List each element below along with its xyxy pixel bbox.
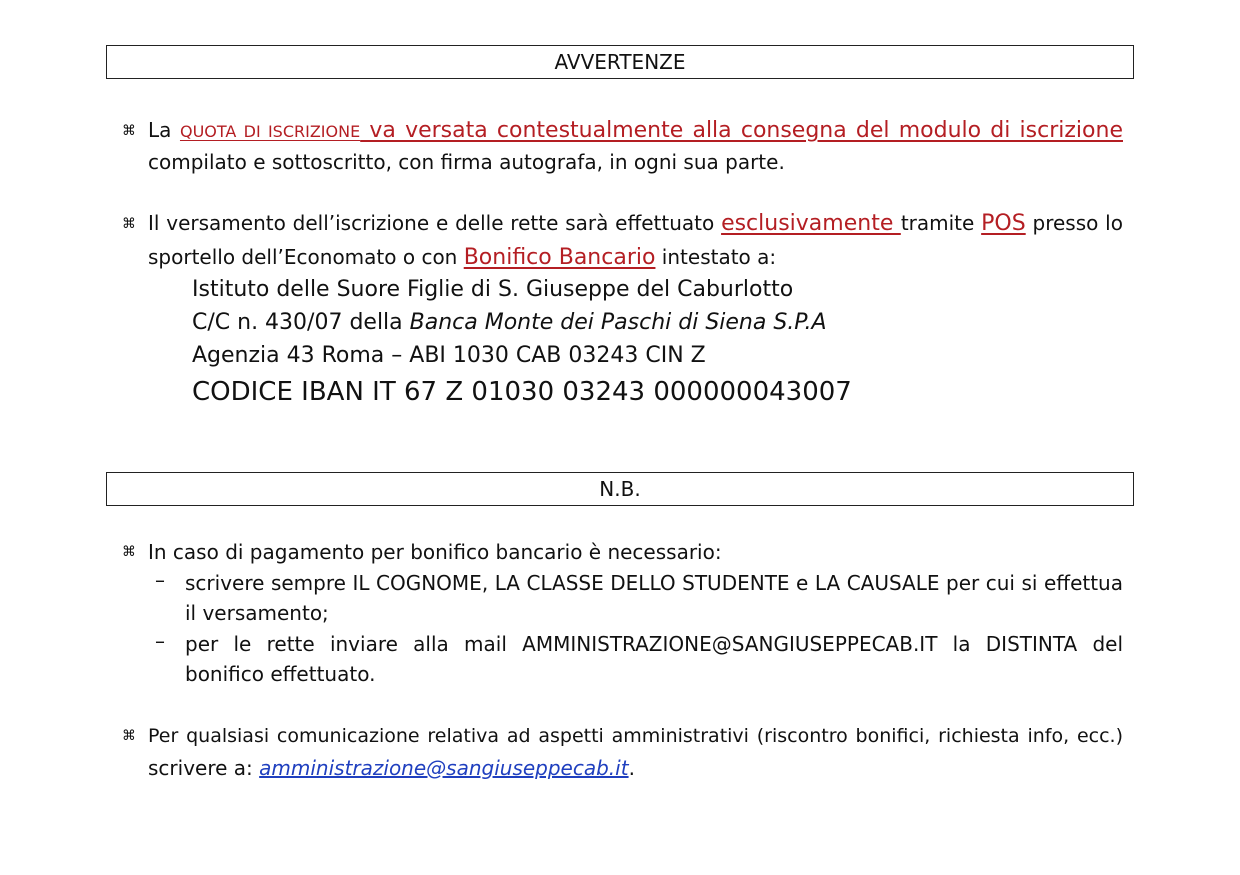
- email-link[interactable]: amministrazione@sangiuseppecab.it: [259, 756, 629, 780]
- text: Il versamento dell’iscrizione e delle rette sarà effettuato: [148, 211, 722, 235]
- text: intestato a:: [655, 245, 777, 269]
- text: DISTINTA: [985, 632, 1078, 656]
- dash-marker: –: [155, 568, 165, 592]
- text: C/C n. 430/07 della: [192, 310, 410, 335]
- text: per le rette inviare alla mail: [185, 632, 523, 656]
- bank-name: Banca Monte dei Paschi di Siena S.P.A: [409, 310, 827, 335]
- comunicazione-line1: Per qualsiasi comunicazione relativa ad aspetti amministrativi (riscontro bonifici, richiesta info, ecc.): [148, 725, 1123, 747]
- comunicazione-line2: [148, 752, 1123, 784]
- text: scrivere sempre: [185, 571, 353, 595]
- quota-paragraph-line2: compilato e sottoscritto, con firma autografa, in ogni sua parte.: [148, 150, 785, 174]
- text: AMMINISTRAZIONE@SANGIUSEPPECAB.IT: [522, 632, 938, 656]
- nb-header: N.B.: [106, 472, 1134, 506]
- nb-item2-line1: [185, 629, 1123, 659]
- text: e: [789, 571, 815, 595]
- bank-agency: Agenzia 43 Roma – ABI 1030 CAB 03243 CIN Z: [192, 343, 706, 368]
- avvertenze-header: AVVERTENZE: [106, 45, 1134, 79]
- bullet-icon: ⌘: [122, 544, 136, 560]
- quota-text: va versata contestualmente alla consegna del modulo di iscrizione: [360, 118, 1123, 143]
- text: La: [148, 118, 180, 142]
- esclusivamente-text: esclusivamente: [721, 211, 901, 236]
- bank-holder: Istituto delle Suore Figlie di S. Giuseppe del Caburlotto: [192, 277, 794, 302]
- text: LA CAUSALE: [814, 571, 940, 595]
- text: LA CLASSE DELLO STUDENTE: [494, 571, 790, 595]
- versamento-line2: [148, 241, 1123, 274]
- pos-text: POS: [981, 211, 1026, 236]
- nb-item2-line2: bonifico effettuato.: [185, 662, 376, 686]
- nb-item1-line1: [185, 568, 1123, 598]
- bank-account: [192, 307, 827, 339]
- versamento-line1: [148, 207, 1123, 240]
- bullet-icon: ⌘: [122, 728, 136, 744]
- bullet-icon: ⌘: [122, 216, 136, 232]
- bonifico-text: Bonifico Bancario: [463, 245, 656, 270]
- text: IL COGNOME: [352, 571, 482, 595]
- nb-intro: In caso di pagamento per bonifico bancario è necessario:: [148, 540, 722, 564]
- dash-marker: –: [155, 629, 165, 653]
- text: scrivere a:: [148, 756, 260, 780]
- quota-paragraph-line1: [148, 114, 1123, 148]
- text: del: [1077, 632, 1124, 656]
- nb-item1-line2: il versamento;: [185, 601, 329, 625]
- text: .: [628, 756, 635, 780]
- text: ,: [481, 571, 495, 595]
- bullet-icon: ⌘: [122, 123, 136, 139]
- text: la: [937, 632, 986, 656]
- quota-label: QUOTA DI ISCRIZIONE: [179, 122, 361, 141]
- text: tramite: [900, 211, 982, 235]
- text: sportello dell’Economato o con: [148, 245, 464, 269]
- text: per cui si effettua: [939, 571, 1123, 595]
- iban-code: CODICE IBAN IT 67 Z 01030 03243 000000043007: [192, 377, 852, 407]
- text: presso lo: [1025, 211, 1123, 235]
